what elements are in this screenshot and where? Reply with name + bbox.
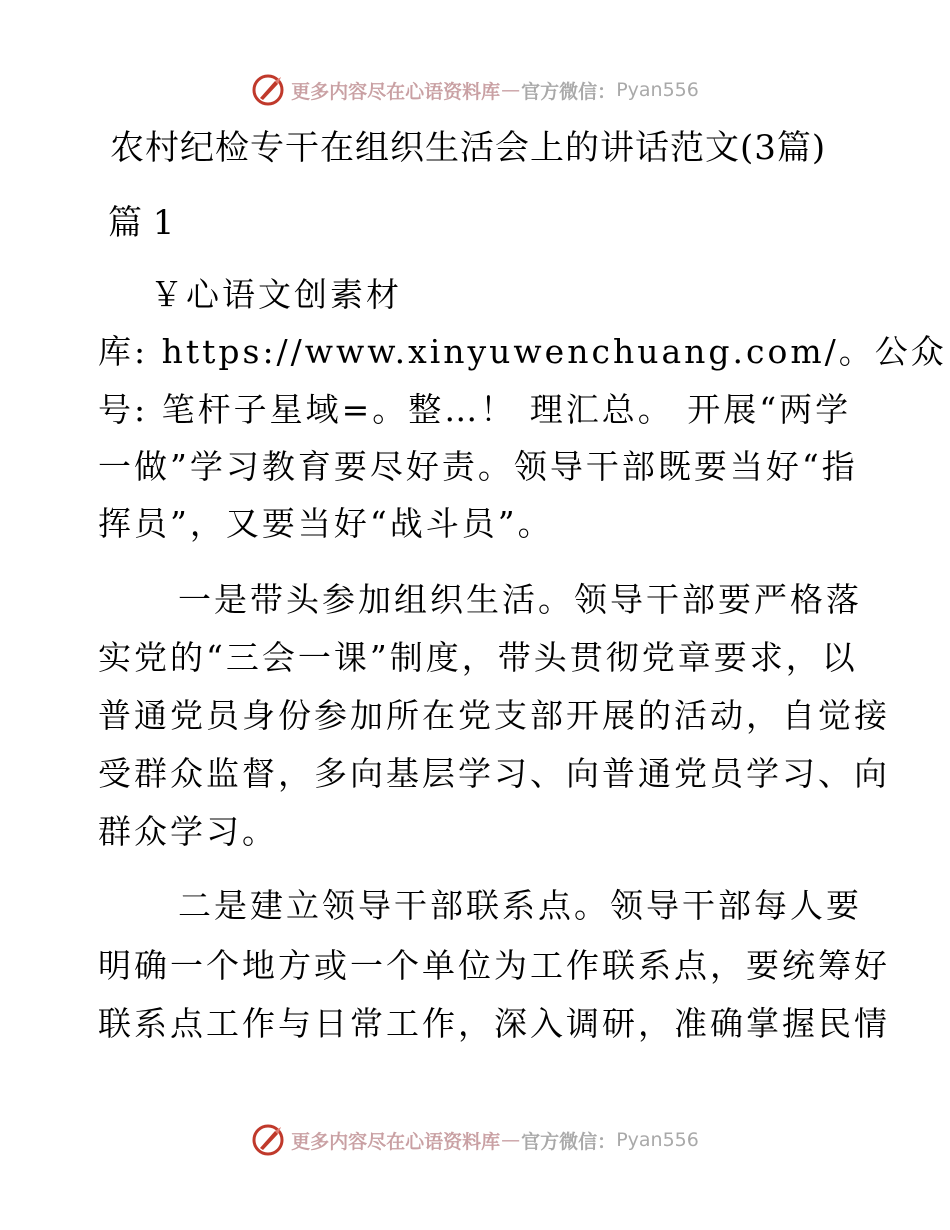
- body-line: 一是带头参加组织生活。领导干部要严格落: [178, 580, 862, 619]
- header-watermark-banner: [0, 70, 950, 110]
- body-line: ￥心语文创素材: [150, 275, 402, 314]
- body-line: 实党的“三会一课”制度，带头贯彻党章要求，以: [98, 638, 858, 677]
- section-heading: 篇 1: [108, 203, 175, 243]
- body-line: 一做”学习教育要尽好责。领导干部既要当好“指: [98, 447, 858, 486]
- body-line: 挥员”，又要当好“战斗员”。: [98, 504, 554, 543]
- body-line: 群众学习。: [98, 812, 278, 851]
- banner-slogan: 更多内容尽在心语资料库: [291, 1130, 501, 1153]
- body-line: 普通党员身份参加所在党支部开展的活动，自觉接: [98, 696, 890, 735]
- banner-wechat-id: Pyan556: [616, 79, 699, 101]
- banner-separator: —: [501, 79, 521, 101]
- quill-pen-logo-icon: [251, 73, 285, 107]
- banner-slogan: 更多内容尽在心语资料库: [291, 80, 501, 103]
- document-title: 农村纪检专干在组织生活会上的讲话范文(3篇): [110, 128, 827, 168]
- body-line: 明确一个地方或一个单位为工作联系点，要统筹好: [98, 946, 890, 985]
- body-line: 二是建立领导干部联系点。领导干部每人要: [178, 886, 862, 925]
- body-line: 号: 笔杆子星域=。整…！ 理汇总。 开展“两学: [98, 390, 852, 429]
- quill-pen-logo-icon: [251, 1123, 285, 1157]
- body-line: 联系点工作与日常工作，深入调研，准确掌握民情: [98, 1004, 890, 1043]
- footer-watermark-banner: [0, 1120, 950, 1160]
- body-line: 库: https://www.xinyuwenchuang.com/。公众: [98, 332, 947, 371]
- body-line: 受群众监督，多向基层学习、向普通党员学习、向: [98, 754, 890, 793]
- banner-separator: —: [501, 1129, 521, 1151]
- banner-official-label: 官方微信：: [521, 80, 617, 103]
- banner-wechat-id: Pyan556: [616, 1129, 699, 1151]
- banner-official-label: 官方微信：: [521, 1130, 617, 1153]
